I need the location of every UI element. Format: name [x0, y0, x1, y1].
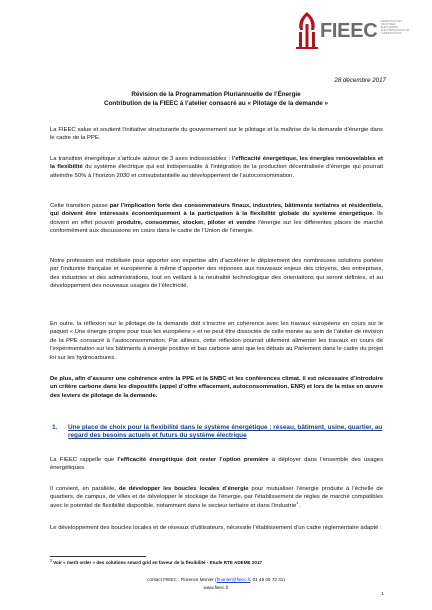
footnote-mark: 1: [50, 558, 52, 563]
text-run: La FIEEC rappelle que: [50, 457, 118, 463]
text-run: pour mutualiser l’énergie produite à l’échelle de quartiers, de campus, de villes et de développer le stockage de l’énergie, par l’établissement de règles de marché compatibles avec le potentiel de flexibilité disponible, notamment dans le secteur tertiaire et dans l’industrie: [50, 486, 383, 509]
contact-prefix: contact FIEEC : Florence Monier (: [147, 577, 217, 582]
text-run: l’efficacité énergétique doit rester l’option première: [117, 457, 269, 463]
text-run: La transition énergétique s’articule autour de 3 axes indissociables :: [50, 156, 232, 162]
contact-suffix: , 01 45 05 72 31): [250, 577, 285, 582]
paragraph: [50, 202, 383, 236]
section-title: Une place de choix pour la flexibilité dans le système énergétique : réseau, bâtiment, usine, quartier, au regard des besoins actuels et futurs du système électrique: [68, 424, 383, 440]
text-run: Ils doivent en effet pouvoir: [50, 211, 383, 226]
page-number: 1: [381, 592, 384, 597]
text-run: l’énergie sur les différentes places de marché conformément aux discussions en cours dans le cadre de l’Union de l’énergie.: [50, 219, 383, 235]
text-run: Notre profession est mobilisée pour apporter son expertise afin d’accélérer le déploiement des nombreuses solutions portées par l’industrie française et européenne à même d’apporter des réponses aux nouveaux enjeux des citoyens, des entreprises, des industries et des administrations, tout en veillant à la neutralité technologique des orientations qui seront définies, et au développement des nouveaux usages de l’électricité.: [50, 258, 383, 290]
paragraph: [50, 485, 383, 510]
document-date: 28 décembre 2017: [334, 77, 386, 84]
fieec-logo-mark-icon: [294, 10, 320, 50]
paragraph: [50, 126, 383, 143]
paragraph: [50, 320, 383, 362]
logo-wordmark: FIEEC: [320, 20, 378, 42]
footnote-text: Voir « merit order » des solutions smard grid en faveur de la flexibilité - Etude RTE ADEME 2017: [52, 560, 263, 565]
paragraph: [50, 524, 383, 532]
document-subtitle: Contribution de la FIEEC à l’atelier consacré au « Pilotage de la demande »: [104, 99, 328, 107]
fieec-logo: [294, 10, 414, 58]
text-run: La FIEEC salue et soutient l’initiative structurante du gouvernement sur le pilotage et la maîtrise de la demande d’énergie dans le cadre de la PPE.: [50, 127, 383, 142]
text-run: De plus, afin d’assurer une cohérence entre la PPE et la SNBC et les conférences climat, il est nécessaire d’introduire un critère carbone dans les dispositifs (appel d’offre effacement, autoconsommation, ENR) et lors de la mise en œuvre des leviers de pilotage de la demande.: [50, 376, 383, 399]
contact-email-link[interactable]: fmonier@fieec.fr: [216, 577, 251, 582]
paragraph: [50, 257, 383, 291]
text-run: de développer les boucles locales d’énergie: [118, 486, 249, 492]
paragraph: [50, 456, 383, 473]
footer-contact: [0, 577, 432, 582]
text-run: En outre, la réflexion sur le pilotage de la demande doit s’inscrire en cohérence avec les travaux européens en cours sur le paquet « Une énergie propre pour tous les européens » et ne peut être dissociée de celle menée au sein de l’atelier de révision de la PPE consacré à l’autoconsommation. Par ailleurs, cette réflexion pourrait utilement alimenter les travaux en cours de l’expérimentation sur les bâtiments à énergie positive et bas carbone ainsi que les débats au Parlement dans le cadre du projet loi sur les hydrocarbures.: [50, 321, 383, 361]
text-run: l’efficacité énergétique, les énergies renouvelables et la flexibilité: [50, 156, 383, 171]
text-run: .: [298, 502, 301, 509]
footnote-ref: 1: [296, 499, 299, 505]
text-run: du système électrique qui est indispensable à l’intégration de la production décentralisée d’énergie qui pourrait atteindre 50% à l’horizon 2030 et consubstantielle au développement de l’autoconsommation.: [50, 164, 383, 179]
text-run: Le développement des boucles locales et de réseaux d’utilisateurs, nécessite l’établissement d’un cadre réglementaire adapté :: [50, 525, 382, 531]
paragraph-bold: [50, 375, 383, 400]
paragraph: [50, 155, 383, 180]
document-title: Révision de la Programmation Pluriannuelle de l’Énergie: [131, 91, 301, 98]
footer-website[interactable]: www.fieec.fr: [203, 585, 229, 590]
text-run: Cette transition passe: [50, 203, 110, 209]
footnote-divider: [50, 556, 146, 557]
text-run: Il convient, en parallèle,: [50, 486, 119, 492]
text-run: produire, consommer, stocker, piloter et vendre: [117, 219, 256, 226]
section-number: 1.: [52, 424, 58, 431]
logo-tagline: FÉDÉRATION DES INDUSTRIES ÉLECTRIQUES, ÉLECTRONIQUES ET DE COMMUNICATION: [381, 20, 410, 35]
text-run: à déployer dans l’ensemble des usages énergétiques.: [50, 457, 384, 472]
footnote: [50, 560, 383, 565]
text-run: par l’implication forte des consommateurs finaux, industries, bâtiments tertiaires et résidentiels, qui doivent être intéressés économiquement à la participation à la flexibilité globale du système énergétique.: [50, 203, 383, 218]
